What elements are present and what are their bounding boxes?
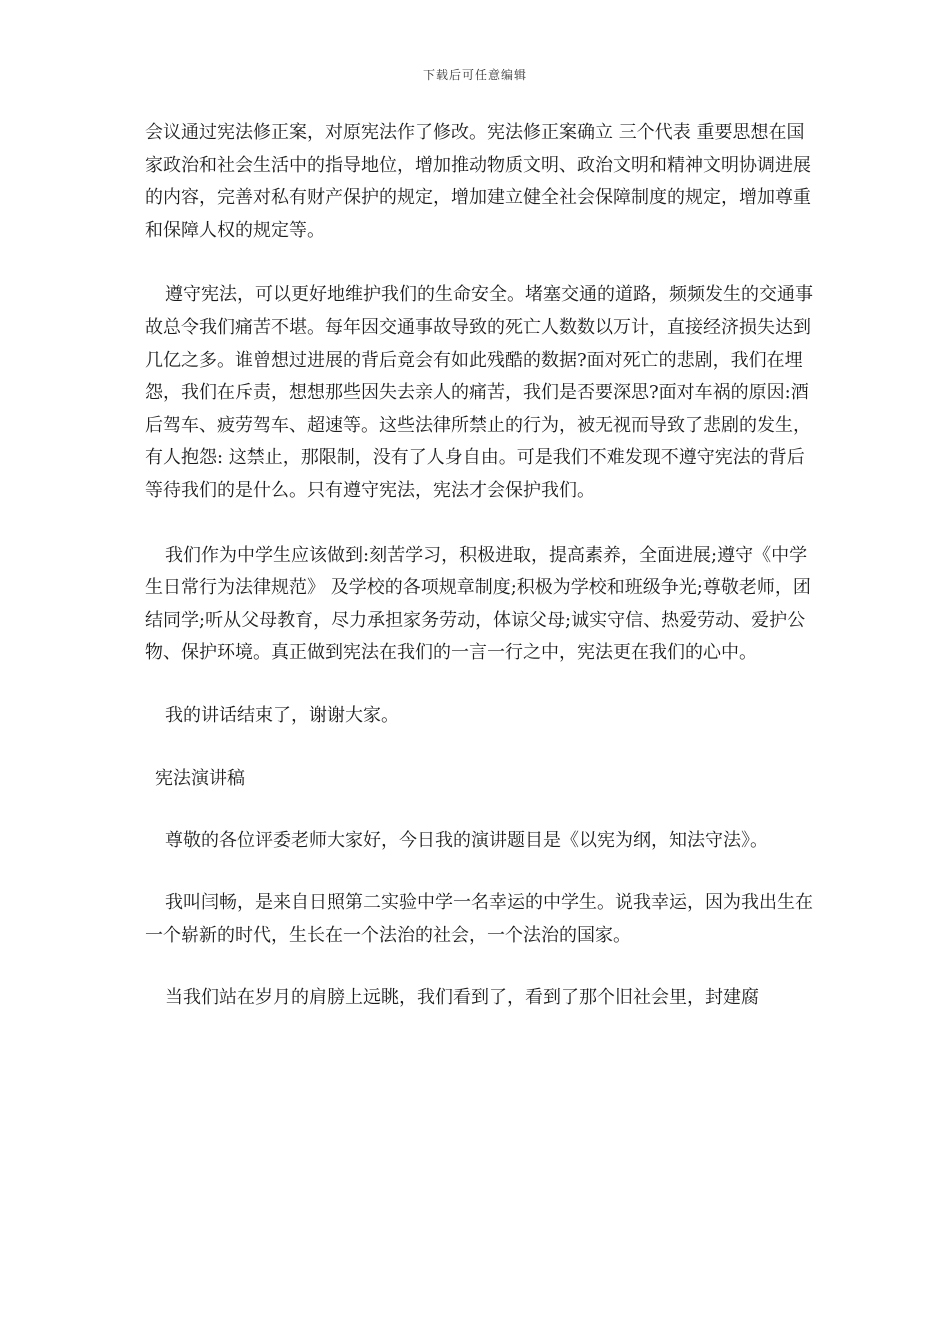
paragraph-spacer [145, 670, 813, 700]
paragraph-spacer [145, 508, 813, 540]
paragraph-spacer [145, 733, 813, 763]
section-title: 宪法演讲稿 [155, 767, 245, 789]
document-body [145, 117, 813, 1015]
paragraph-amendment: 会议通过宪法修正案，对原宪法作了修改。宪法修正案确立 三个代表 重要思想在国家政治和社会生活中的指导地位，增加推动物质文明、政治文明和精神文明协调进展的内容，完善对私有财产保护的规定，增加建立健全社会保障制度的规定，增加尊重和保障人权的规定等。 [145, 122, 811, 241]
paragraph-spacer [145, 795, 813, 825]
paragraph-history: 当我们站在岁月的肩膀上远眺，我们看到了，看到了那个旧社会里，封建腐 [165, 987, 759, 1009]
paragraph-spacer [145, 857, 813, 887]
paragraph-greeting: 尊敬的各位评委老师大家好，今日我的演讲题目是《以宪为纲，知法守法》。 [165, 829, 768, 851]
paragraph-safety: 遵守宪法，可以更好地维护我们的生命安全。堵塞交通的道路，频频发生的交通事故总令我们痛苦不堪。每年因交通事故导致的死亡人数数以万计，直接经济损失达到几亿之多。谁曾想过进展的背后竟会有如此残酷的数据?面对死亡的悲剧，我们在埋怨，我们在斥责，想想那些因失去亲人的痛苦，我们是否要深思?面对车祸的原因:酒后驾车、疲劳驾车、超速等。这些法律所禁止的行为，被无视而导致了悲剧的发生，有人抱怨: 这禁止，那限制，没有了人身自由。可是我们不难发现不遵守宪法的背后等待我们的是什么。只有遵守宪法，宪法才会保护我们。 [145, 284, 813, 501]
paragraph-students: 我们作为中学生应该做到:刻苦学习，积极进取，提高素养，全面进展;遵守《中学生日常行为法律规范》 及学校的各项规章制度;积极为学校和班级争光;尊敬老师，团结同学;听从父母教育，尽力承担家务劳动，体谅父母;诚实守信、热爱劳动、爱护公物、保护环境。真正做到宪法在我们的一言一行之中，宪法更在我们的心中。 [145, 544, 811, 664]
paragraph-introduction: 我叫闫畅，是来自日照第二实验中学一名幸运的中学生。说我幸运，因为我出生在一个崭新的时代，生长在一个法治的社会，一个法治的国家。 [145, 892, 813, 946]
paragraph-spacer [145, 952, 813, 982]
paragraph-closing: 我的讲话结束了，谢谢大家。 [165, 704, 399, 726]
paragraph-spacer [145, 247, 813, 279]
page-header: 下载后可任意编辑 [422, 68, 527, 82]
